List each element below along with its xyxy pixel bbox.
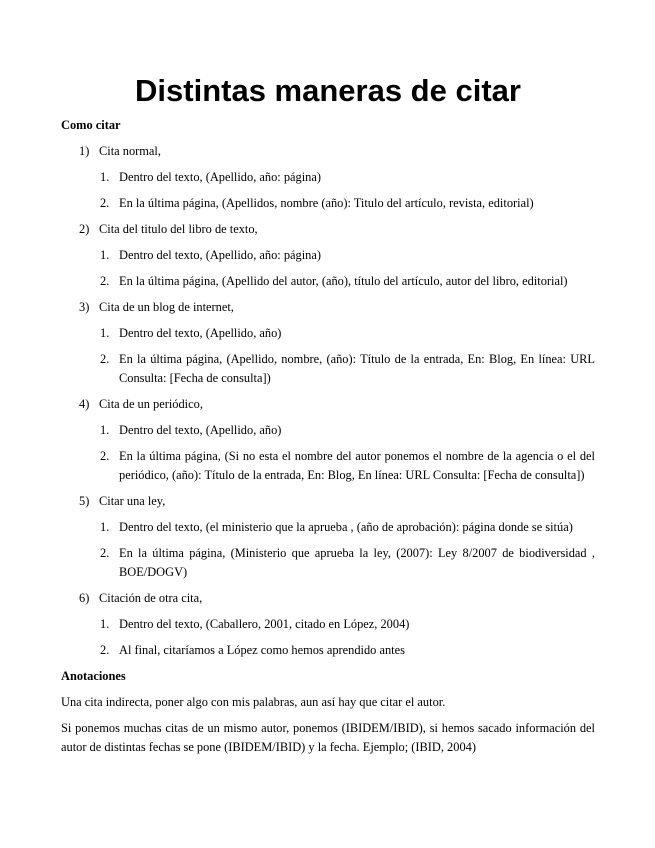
section-heading-anotaciones: Anotaciones xyxy=(61,669,126,683)
section-heading-como-citar: Como citar xyxy=(61,118,121,132)
sub-list-number: 2. xyxy=(100,643,110,657)
sub-list-text: En la última página, (Ministerio que aprueba la ley, (2007): Ley 8/2007 de biodiversidad , BOE/DOGV) xyxy=(119,546,595,579)
sub-list-item xyxy=(61,641,595,660)
list-item-label: Citar una ley, xyxy=(99,494,166,508)
sub-list-item xyxy=(61,246,595,265)
sub-list-text: Dentro del texto, (Apellido, año: página) xyxy=(119,248,321,262)
sub-list-text: Dentro del texto, (Apellido, año) xyxy=(119,326,282,340)
list-number: 5) xyxy=(79,494,90,508)
list-item xyxy=(61,589,595,660)
sub-list-number: 2. xyxy=(100,352,110,366)
sub-list-number: 2. xyxy=(100,546,110,560)
sub-list-number: 1. xyxy=(100,170,110,184)
list-number: 3) xyxy=(79,300,90,314)
list-item-heading xyxy=(61,589,595,608)
list-item xyxy=(61,298,595,388)
sub-list xyxy=(61,518,595,582)
list-item-label: Cita de un periódico, xyxy=(99,397,203,411)
sub-list-item xyxy=(61,615,595,634)
sub-list-text: En la última página, (Apellido del autor, (año), título del artículo, autor del libro, editorial) xyxy=(119,274,568,288)
sub-list-item xyxy=(61,324,595,343)
sub-list-text: Dentro del texto, (Apellido, año: página) xyxy=(119,170,321,184)
sub-list xyxy=(61,421,595,485)
document-page xyxy=(61,0,595,757)
sub-list-number: 1. xyxy=(100,617,110,631)
sub-list xyxy=(61,246,595,291)
list-number: 6) xyxy=(79,591,90,605)
list-item xyxy=(61,492,595,582)
list-number: 1) xyxy=(79,144,90,158)
list-item-heading xyxy=(61,395,595,414)
list-item-label: Cita de un blog de internet, xyxy=(99,300,234,314)
sub-list-text: Al final, citaríamos a López como hemos aprendido antes xyxy=(119,643,405,657)
note-paragraph: Una cita indirecta, poner algo con mis palabras, aun así hay que citar el autor. xyxy=(61,695,446,709)
list-item-label: Cita del titulo del libro de texto, xyxy=(99,222,258,236)
sub-list-text: En la última página, (Apellido, nombre, (año): Título de la entrada, En: Blog, En línea: URL Consulta: [Fecha de consulta]) xyxy=(119,352,595,385)
sub-list xyxy=(61,615,595,660)
list-number: 2) xyxy=(79,222,90,236)
sub-list-item xyxy=(61,350,595,388)
sub-list xyxy=(61,324,595,388)
list-item xyxy=(61,142,595,213)
sub-list-item xyxy=(61,544,595,582)
list-item-heading xyxy=(61,142,595,161)
list-item-label: Cita normal, xyxy=(99,144,161,158)
sub-list-number: 1. xyxy=(100,423,110,437)
citation-list xyxy=(61,142,595,660)
sub-list-item xyxy=(61,194,595,213)
page-title: Distintas maneras de citar xyxy=(135,73,521,108)
sub-list-item xyxy=(61,272,595,291)
list-item-label: Citación de otra cita, xyxy=(99,591,203,605)
sub-list-text: En la última página, (Apellidos, nombre (año): Titulo del artículo, revista, editorial) xyxy=(119,196,534,210)
note-paragraph: Si ponemos muchas citas de un mismo autor, ponemos (IBIDEM/IBID), si hemos sacado información del autor de distintas fechas se pone (IBIDEM/IBID) y la fecha. Ejemplo; (IBID, 2004) xyxy=(61,721,595,754)
list-number: 4) xyxy=(79,397,90,411)
sub-list-item xyxy=(61,168,595,187)
sub-list-item xyxy=(61,447,595,485)
list-item-heading xyxy=(61,220,595,239)
sub-list-item xyxy=(61,518,595,537)
list-item xyxy=(61,220,595,291)
sub-list-text: Dentro del texto, (Apellido, año) xyxy=(119,423,282,437)
sub-list-number: 1. xyxy=(100,520,110,534)
list-item xyxy=(61,395,595,485)
sub-list-number: 2. xyxy=(100,196,110,210)
sub-list-number: 2. xyxy=(100,274,110,288)
list-item-heading xyxy=(61,298,595,317)
sub-list-number: 1. xyxy=(100,248,110,262)
sub-list-number: 1. xyxy=(100,326,110,340)
sub-list-number: 2. xyxy=(100,449,110,463)
list-item-heading xyxy=(61,492,595,511)
sub-list-item xyxy=(61,421,595,440)
sub-list xyxy=(61,168,595,213)
sub-list-text: Dentro del texto, (Caballero, 2001, citado en López, 2004) xyxy=(119,617,410,631)
sub-list-text: Dentro del texto, (el ministerio que la aprueba , (año de aprobación): página donde se sitúa) xyxy=(119,520,573,534)
sub-list-text: En la última página, (Si no esta el nombre del autor ponemos el nombre de la agencia o el del periódico, (año): Título de la entrada, En: Blog, En línea: URL Consulta: [Fecha de consulta]) xyxy=(119,449,595,482)
